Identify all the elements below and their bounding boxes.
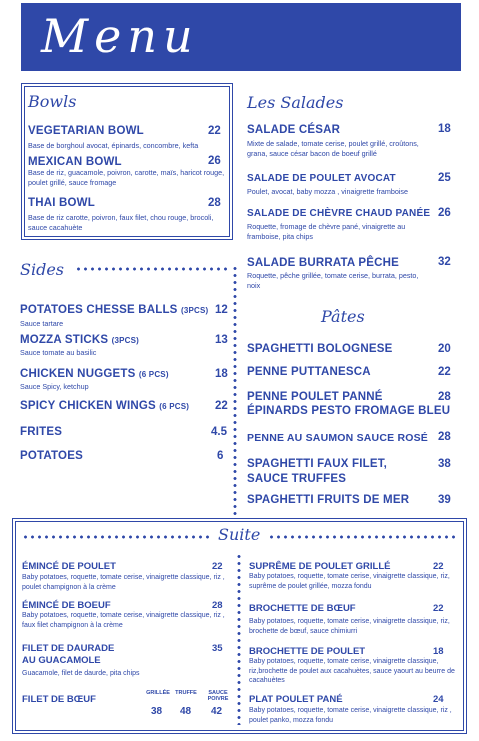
side-item-name: SPICY CHICKEN WINGS (6 PCS) <box>20 400 190 412</box>
pates-title: Pâtes <box>321 307 365 326</box>
suite-item-price: 22 <box>433 603 444 614</box>
pate-item-name: SPAGHETTI FAUX FILET, <box>247 458 388 470</box>
salade-item-name: SALADE CÉSAR <box>247 124 341 136</box>
option-label: GRILLÉE <box>146 690 170 696</box>
bowls-title: Bowls <box>28 92 77 111</box>
side-item-desc: Sauce Spicy, ketchup <box>20 382 89 391</box>
option-label: TRUFFE <box>175 690 197 696</box>
side-item-price: 13 <box>215 334 228 346</box>
pate-item-price: 28 <box>438 391 451 403</box>
suite-item-price: 22 <box>433 561 444 572</box>
side-item-name: POTATOES CHESSE BALLS (3PCS) <box>20 304 209 316</box>
suite-item-price: 24 <box>433 694 444 705</box>
bowl-thai-price: 28 <box>208 197 221 209</box>
suite-item-desc: Baby potatoes, roquette, tomate cerise, vinaigrette classique, riz, brochette de bœuf, sauce chimiurri <box>249 618 450 635</box>
pate-item-name-line2: SAUCE TRUFFES <box>247 473 347 485</box>
menu-header-banner <box>21 3 461 71</box>
salade-item-desc: Roquette, pêche grillée, tomate cerise, burrata, pesto, noix <box>247 271 419 290</box>
pate-item-price: 22 <box>438 366 451 378</box>
side-item-price: 4.5 <box>211 426 227 438</box>
bowl-vegetarian-price: 22 <box>208 125 221 137</box>
pate-item-name: PENNE PUTTANESCA <box>247 366 371 378</box>
suite-item-desc: Baby potatoes, roquette, tomate cerise, vinaigrette classique, riz,brochette de poulet aux cacahuètes, sauce yaourt au beurre de cacahuètes <box>249 658 455 685</box>
pate-item-name-line2: ÉPINARDS PESTO FROMAGE BLEU <box>247 405 451 417</box>
bowl-mexican-price: 26 <box>208 155 221 167</box>
suite-item-name: FILET DE DAURADE <box>22 643 115 654</box>
side-item-price: 18 <box>215 368 228 380</box>
suite-item-name: PLAT POULET PANÉ <box>249 694 343 705</box>
salade-item-desc: Mixte de salade, tomate cerise, poulet grillé, croûtons, grana, sauce césar bacon de boeuf grillé <box>247 139 419 158</box>
bowl-thai-desc: Base de riz carotte, poivron, faux filet, chou rouge, brocoli, sauce cacahuète <box>28 213 214 232</box>
suite-item-desc: Baby potatoes, roquette, tomate cerise, vinaigrette classique, riz, suprême de poulet grillée, mozza fondu <box>249 573 450 590</box>
bowl-mexican-desc: Base de riz, guacamole, poivron, carotte, maïs, haricot rouge, poulet grillé, sauce fromage <box>28 168 225 187</box>
suite-item-name-line2: AU GUACAMOLE <box>22 655 101 666</box>
menu-title: Menu <box>41 9 199 63</box>
salade-item-price: 32 <box>438 256 451 268</box>
suite-title: Suite <box>218 525 261 544</box>
suite-item-name: ÉMINCÉ DE BOEUF <box>22 600 111 611</box>
salade-item-price: 18 <box>438 123 451 135</box>
suite-dotted-rule-left <box>22 535 212 539</box>
salade-item-desc: Roquette, fromage de chèvre pané, vinaigrette au framboise, pita chips <box>247 222 406 241</box>
pate-item-name: SPAGHETTI BOLOGNESE <box>247 343 393 355</box>
side-item-price: 22 <box>215 400 228 412</box>
suite-item-price: 35 <box>212 643 223 654</box>
bowl-vegetarian-name: VEGETARIAN BOWL <box>28 125 144 137</box>
suite-item-desc: Baby potatoes, roquette, tomate cerise, vinaigrette classique, riz , poulet panko, mozza fondu <box>249 707 452 724</box>
suite-item-desc: Guacamole, filet de daurde, pita chips <box>22 670 140 677</box>
side-item-price: 12 <box>215 304 228 316</box>
suite-dotted-divider <box>237 553 241 725</box>
side-item-name: CHICKEN NUGGETS (6 PCS) <box>20 368 169 380</box>
bowl-mexican-name: MEXICAN BOWL <box>28 156 122 168</box>
suite-item-price: 28 <box>212 600 223 611</box>
suite-item-name: SUPRÊME DE POULET GRILLÉ <box>249 561 391 572</box>
suite-item-desc: Baby potatoes, roquette, tomate cerise, vinaigrette classique, riz , poulet champignon à la crème <box>22 574 225 591</box>
suite-item-desc: Baby potatoes, roquette, tomate cerise, vinaigrette classique, riz , faux filet champignon à la crème <box>22 612 225 629</box>
salades-title: Les Salades <box>247 93 344 112</box>
pate-item-price: 20 <box>438 343 451 355</box>
salade-item-desc: Poulet, avocat, baby mozza , vinaigrette framboise <box>247 187 409 196</box>
side-item-desc: Sauce tomate au basilic <box>20 348 97 357</box>
salade-item-price: 25 <box>438 172 451 184</box>
side-item-desc: Sauce tartare <box>20 319 64 328</box>
bowl-thai-name: THAI BOWL <box>28 197 95 209</box>
side-item-name: FRITES <box>20 426 63 438</box>
option-price: 38 <box>151 706 163 717</box>
pate-item-price: 38 <box>438 458 451 470</box>
suite-item-name: BROCHETTE DE BŒUF <box>249 603 356 614</box>
pate-item-name: PENNE AU SAUMON SAUCE ROSÉ <box>247 432 428 444</box>
suite-item-name: ÉMINCÉ DE POULET <box>22 561 116 572</box>
bowl-vegetarian-desc: Base de borghoul avocat, épinards, concombre, kefta <box>28 141 199 150</box>
suite-item-price: 22 <box>212 561 223 572</box>
salade-item-price: 26 <box>438 207 451 219</box>
salade-item-name: SALADE DE CHÈVRE CHAUD PANÉE <box>247 208 431 219</box>
pate-item-price: 39 <box>438 494 451 506</box>
option-price: 42 <box>211 706 223 717</box>
suite-dotted-rule-right <box>268 535 458 539</box>
side-item-name: MOZZA STICKS (3PCS) <box>20 334 140 346</box>
sides-title: Sides <box>20 260 64 279</box>
suite-item-price: 18 <box>433 646 444 657</box>
suite-item-name: FILET DE BŒUF <box>22 694 96 705</box>
suite-item-name: BROCHETTE DE POULET <box>249 646 366 657</box>
pate-item-price: 28 <box>438 431 451 443</box>
pate-item-name: PENNE POULET PANNÉ <box>247 391 383 403</box>
salade-item-name: SALADE BURRATA PÊCHE <box>247 257 400 269</box>
side-item-price: 6 <box>217 450 224 462</box>
center-dotted-divider <box>233 265 237 515</box>
sides-dotted-rule <box>75 267 230 271</box>
option-price: 48 <box>180 706 192 717</box>
side-item-name: POTATOES <box>20 450 83 462</box>
salade-item-name: SALADE DE POULET AVOCAT <box>247 173 396 184</box>
pate-item-name: SPAGHETTI FRUITS DE MER <box>247 494 410 506</box>
option-label: SAUCE POIVRE <box>207 690 229 702</box>
